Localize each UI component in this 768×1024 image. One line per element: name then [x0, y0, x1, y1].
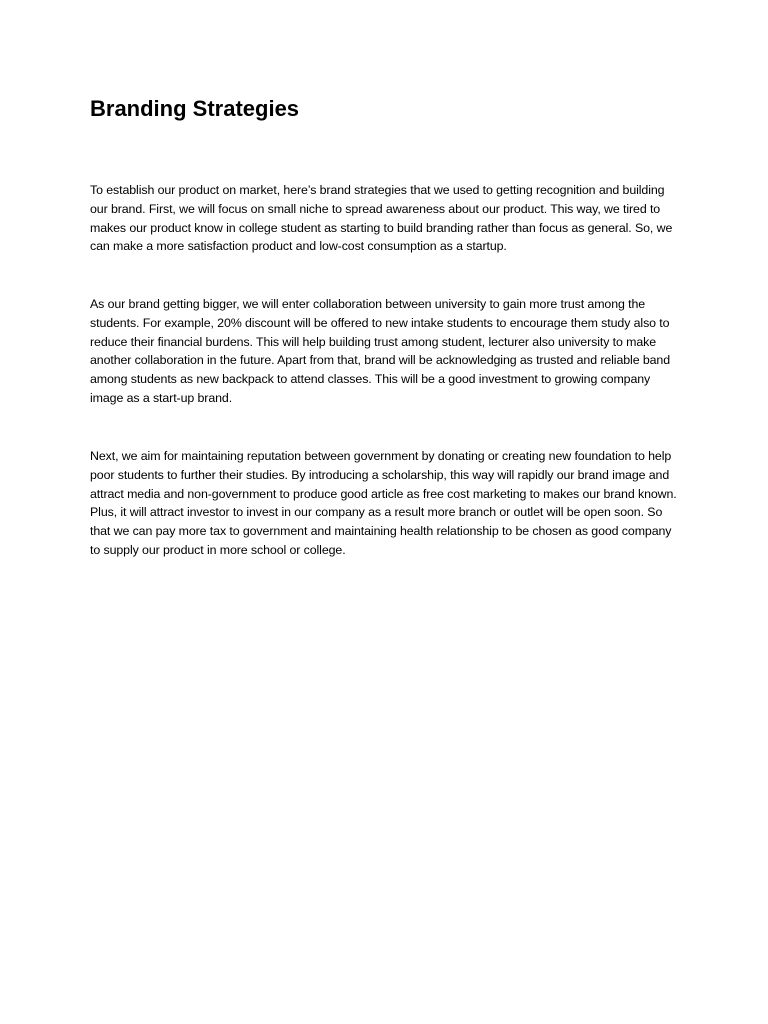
paragraph-intro: To establish our product on market, here’s brand strategies that we used to getting recognition and building our brand. First, we will focus on small niche to spread awareness about our product. This way, we tired to makes our product know in college student as starting to build branding rather than focus as general. So, we can make a more satisfaction product and low-cost consumption as a startup. — [90, 183, 673, 254]
paragraph-collaboration: As our brand getting bigger, we will enter collaboration between university to gain more trust among the students. For example, 20% discount will be offered to new intake students to encourage them study also to reduce their financial burdens. This will help building trust among student, lecturer also university to make another collaboration in the future. Apart from that, brand will be acknowledging as trusted and reliable band among students as new backpack to attend classes. This will be a good investment to growing company image as a start-up brand. — [90, 297, 670, 405]
document-title: Branding Strategies — [90, 96, 300, 121]
paragraph-reputation: Next, we aim for maintaining reputation between government by donating or creating new foundation to help poor students to further their studies. By introducing a scholarship, this way will rapidly our brand image and attract media and non-government to produce good article as free cost marketing to makes our brand known. Plus, it will attract investor to invest in our company as a result more branch or outlet will be open soon. So that we can pay more tax to government and maintaining health relationship to be chosen as good company to supply our product in more school or college. — [90, 449, 677, 557]
